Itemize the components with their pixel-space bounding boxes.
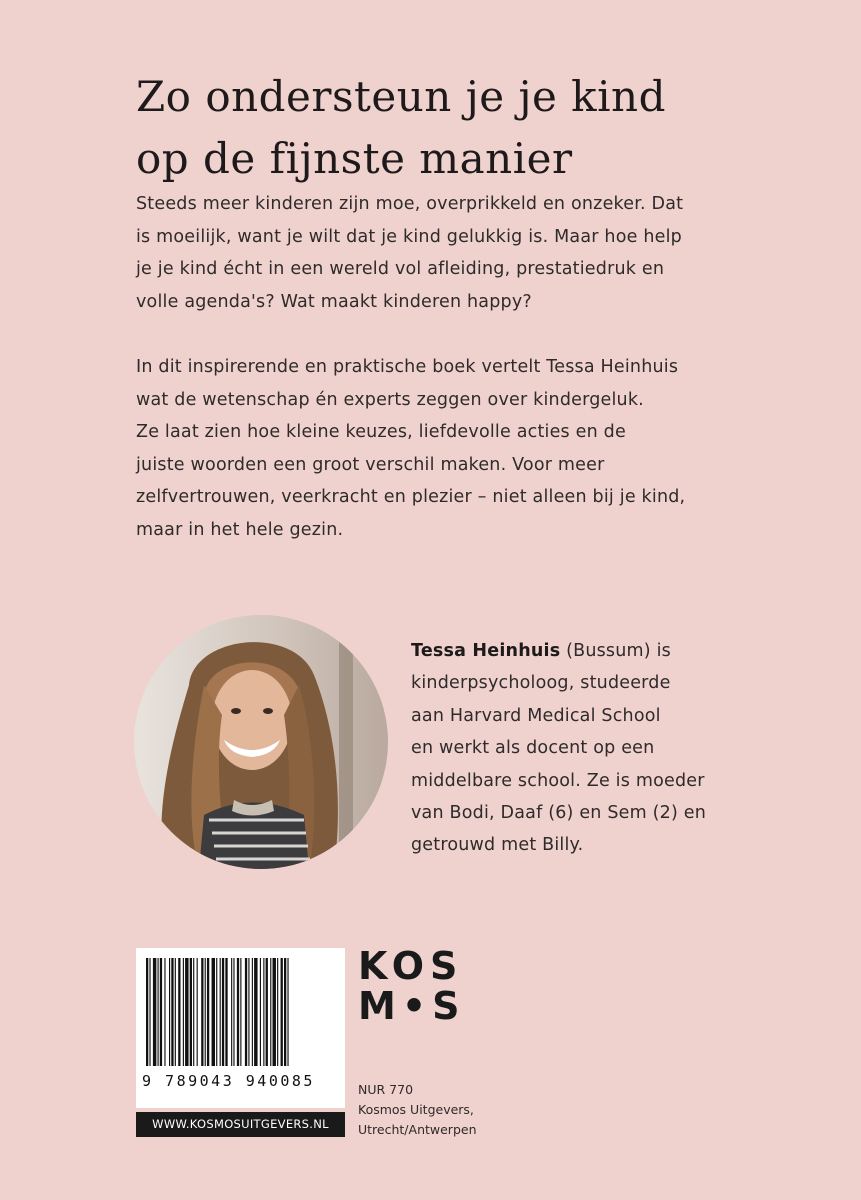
publisher-location: Utrecht/Antwerpen: [358, 1122, 477, 1137]
barcode-bar: [190, 958, 192, 1066]
barcode-bar: [263, 958, 264, 1066]
blurb-line: je je kind écht in een wereld vol afleiding, prestatiedruk en: [136, 259, 665, 279]
barcode-bar: [254, 958, 257, 1066]
bio-line: getrouwd met Billy.: [411, 835, 584, 856]
blurb-line: zelfvertrouwen, veerkracht en plezier – niet alleen bij je kind,: [136, 487, 686, 507]
blurb-line: volle agenda's? Wat maakt kinderen happy?: [136, 291, 532, 312]
publisher-name: Kosmos Uitgevers,: [358, 1102, 474, 1117]
imprint-info: [358, 1080, 477, 1140]
barcode-bar: [149, 958, 150, 1066]
barcode-bar: [205, 958, 206, 1066]
bio-line: en werkt als docent op een: [411, 738, 655, 759]
blurb-paragraph-1: [136, 188, 776, 318]
blurb-line: is moeilijk, want je wilt dat je kind gelukkig is. Maar hoe help: [136, 226, 682, 247]
barcode-bar: [153, 958, 156, 1066]
barcode-bar: [178, 958, 180, 1066]
barcode-bar: [207, 958, 209, 1066]
bio-line: aan Harvard Medical School: [411, 705, 661, 726]
barcode-bar: [197, 958, 198, 1066]
barcode-bar: [237, 958, 239, 1066]
barcode-bar: [240, 958, 241, 1066]
blurb-line: maar in het hele gezin.: [136, 519, 344, 540]
barcode-bars: [136, 948, 345, 1070]
barcode-bar: [160, 958, 162, 1066]
barcode-bar: [284, 958, 286, 1066]
barcode-bar: [287, 958, 288, 1066]
barcode-bar: [185, 958, 188, 1066]
bio-line: [411, 635, 791, 667]
barcode-bar: [245, 958, 247, 1066]
barcode-bar: [175, 958, 176, 1066]
blurb-line: Steeds meer kinderen zijn moe, overprikkeld en onzeker. Dat: [136, 194, 684, 214]
barcode-bar: [171, 958, 173, 1066]
barcode-bar: [233, 958, 234, 1066]
blurb-line: In dit inspirerende en praktische boek vertelt Tessa Heinhuis: [136, 357, 679, 377]
barcode-bar: [248, 958, 249, 1066]
bio-location: (Bussum) is: [560, 641, 671, 661]
barcode-bar: [169, 958, 170, 1066]
barcode-bar: [201, 958, 203, 1066]
nur-code: NUR 770: [358, 1082, 414, 1097]
kosmos-logo: [358, 946, 465, 1026]
barcode-bar: [164, 958, 165, 1066]
barcode-bar: [270, 958, 271, 1066]
headline-line-1: Zo ondersteun je je kind: [136, 72, 666, 121]
logo-line-1: KOS: [358, 944, 464, 988]
headline-line-2: op de fijnste manier: [136, 134, 573, 183]
author-photo: [134, 615, 388, 869]
barcode-bar: [252, 958, 253, 1066]
barcode-bar: [216, 958, 217, 1066]
barcode-bar: [231, 958, 232, 1066]
barcode-bar: [260, 958, 261, 1066]
barcode-bar: [158, 958, 159, 1066]
barcode-bar: [273, 958, 276, 1066]
isbn-number: 9 789043 940085: [142, 1072, 315, 1090]
barcode-bar: [225, 958, 227, 1066]
logo-line-2: M•S: [358, 984, 466, 1028]
barcode-bar: [281, 958, 283, 1066]
blurb-line: Ze laat zien hoe kleine keuzes, liefdevolle acties en de: [136, 422, 626, 442]
barcode-bar: [222, 958, 224, 1066]
isbn-barcode: [136, 948, 345, 1108]
barcode-bar: [220, 958, 221, 1066]
book-headline: [136, 66, 776, 190]
barcode-bar: [212, 958, 215, 1066]
barcode-bar: [266, 958, 268, 1066]
author-name: Tessa Heinhuis: [411, 641, 561, 661]
barcode-bar: [146, 958, 148, 1066]
barcode-bar: [193, 958, 194, 1066]
bio-line: van Bodi, Daaf (6) en Sem (2) en: [411, 803, 707, 824]
bio-line: kinderpsycholoog, studeerde: [411, 673, 671, 694]
barcode-bar: [183, 958, 184, 1066]
author-bio: [411, 635, 791, 862]
blurb-paragraph-2: [136, 351, 776, 546]
blurb-line: juiste woorden een groot verschil maken. Voor meer: [136, 454, 605, 475]
barcode-bar: [277, 958, 278, 1066]
publisher-website: WWW.KOSMOSUITGEVERS.NL: [136, 1112, 345, 1137]
blurb-line: wat de wetenschap én experts zeggen over kindergeluk.: [136, 389, 644, 410]
bio-line: middelbare school. Ze is moeder: [411, 770, 705, 791]
